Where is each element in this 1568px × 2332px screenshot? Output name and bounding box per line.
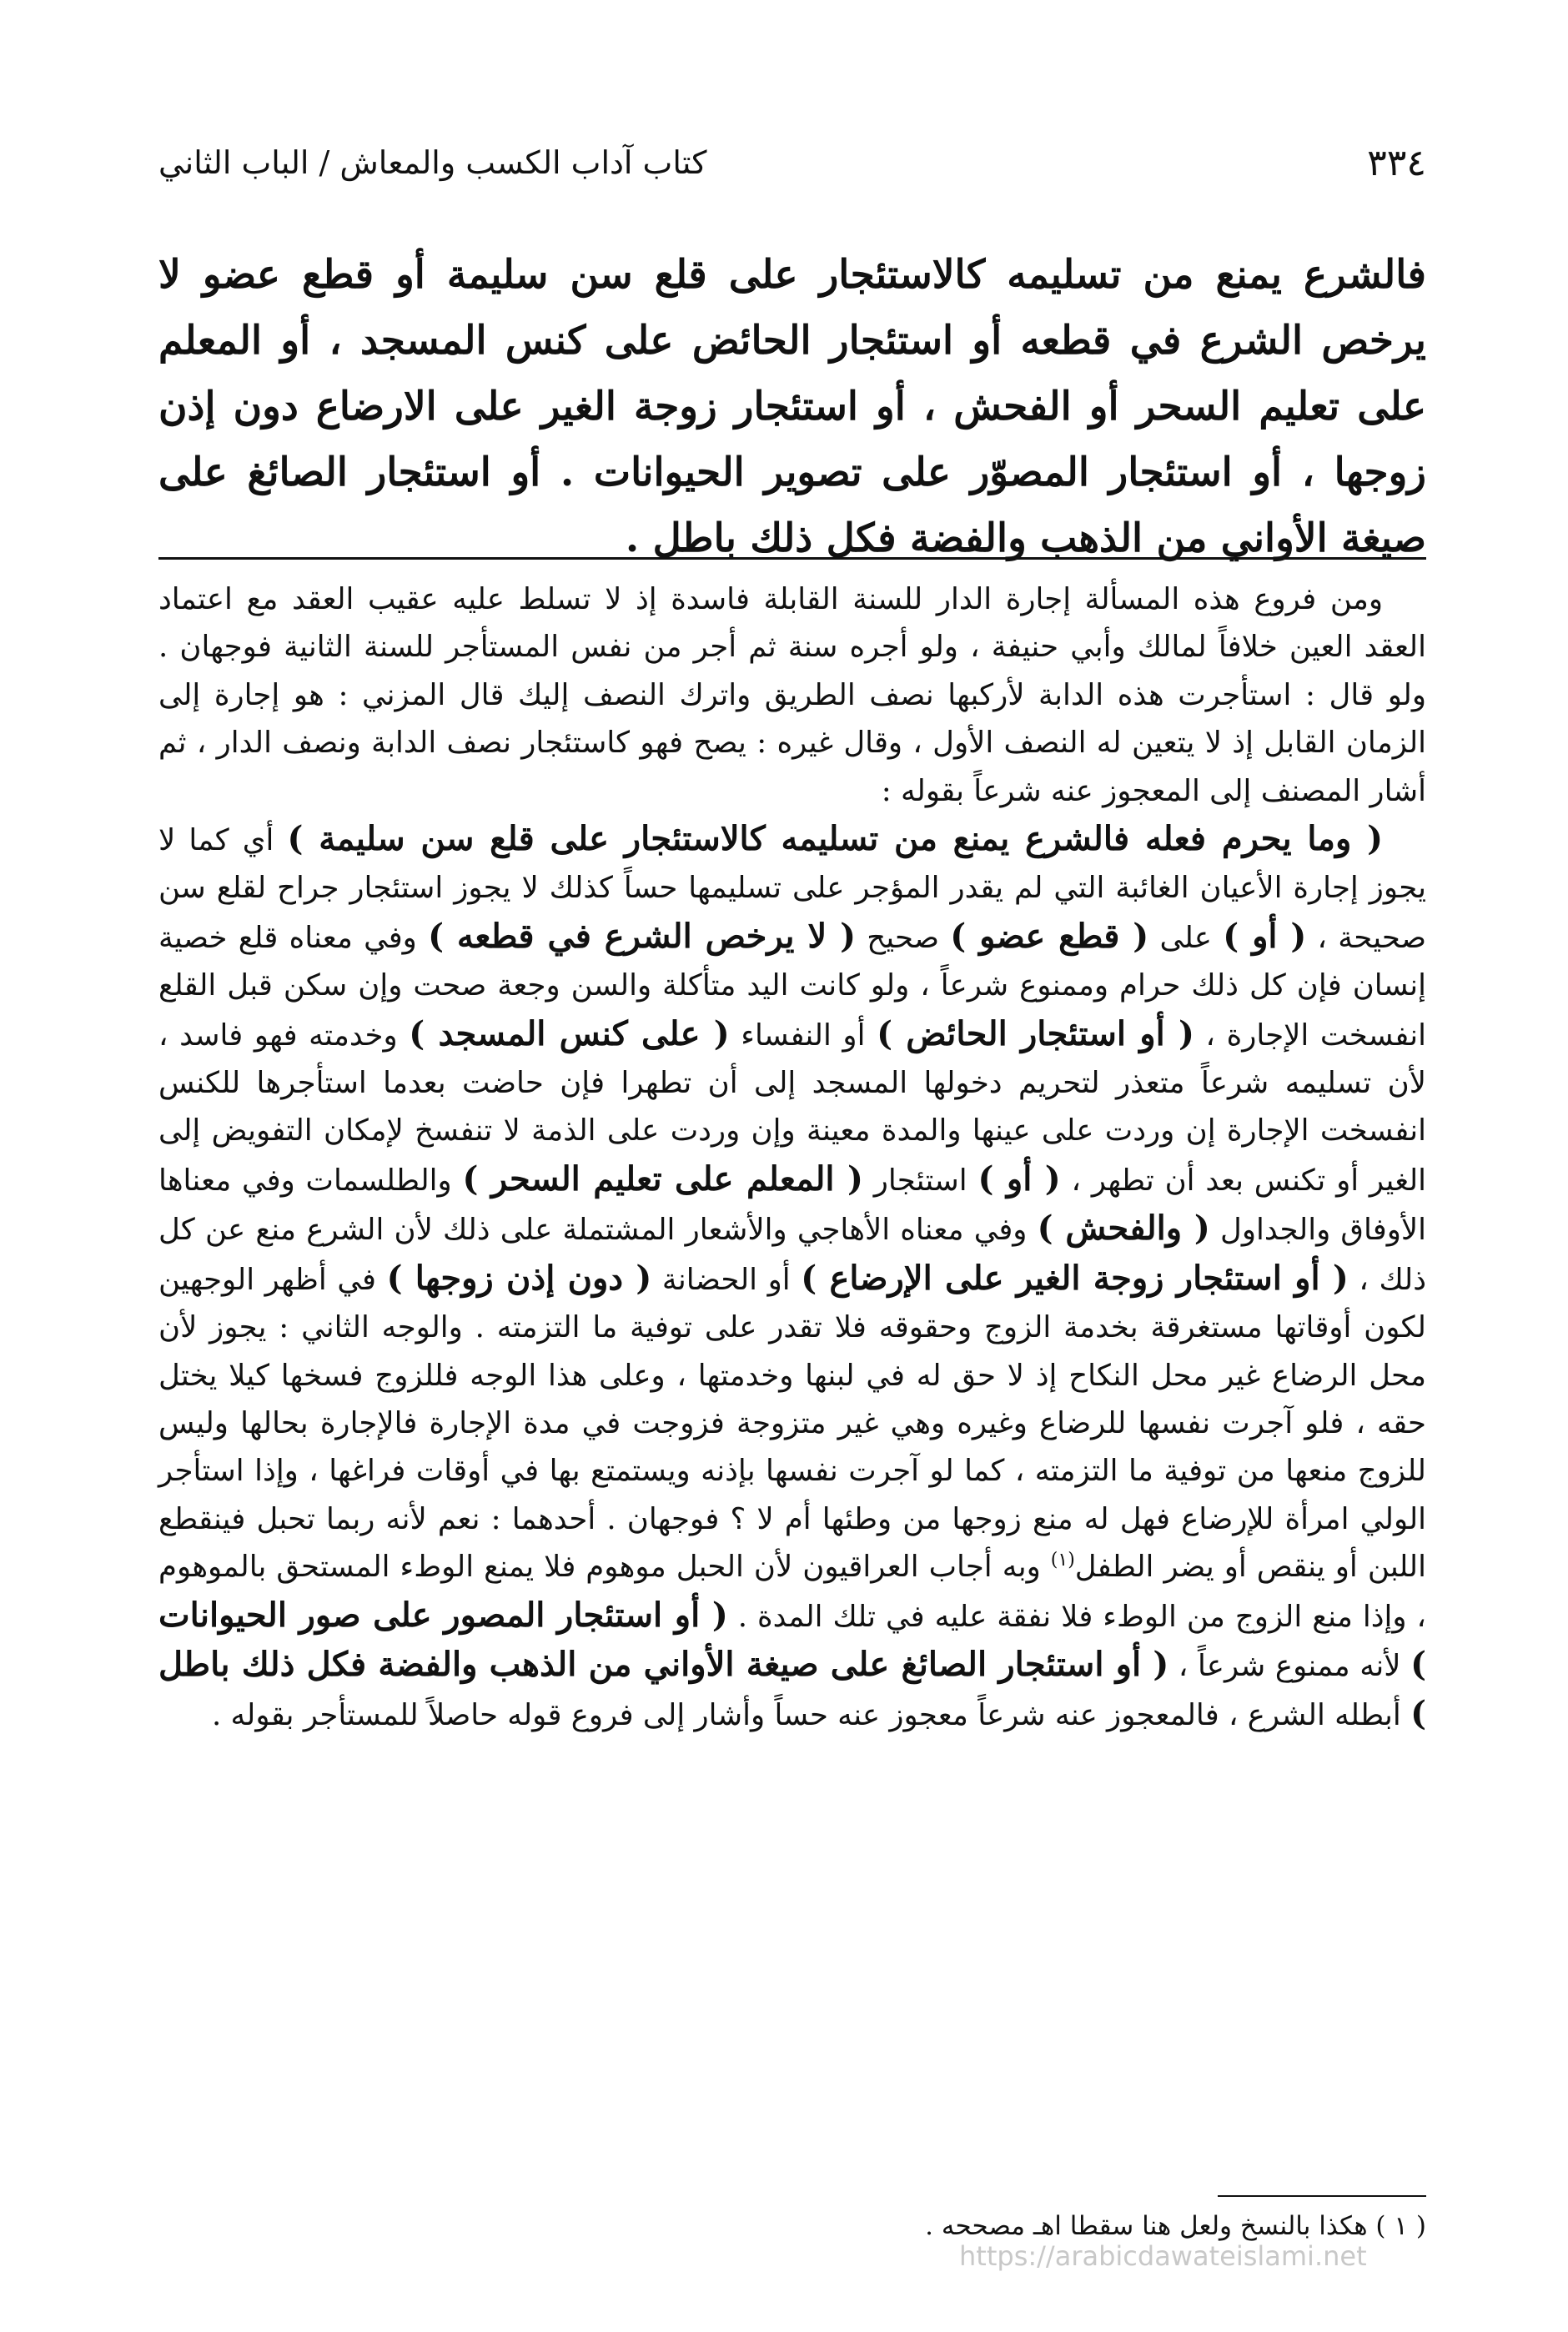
commentary-text: أي كما لا يجوز إجارة الأعيان الغائبة التي لم يقدر المؤجر على تسليمها حساً كذلك لا يجوز استئجار جراح لقلع سن صحيحة ، (158, 823, 1426, 955)
commentary-paragraph-2 (158, 815, 1426, 1740)
text-separator-line (158, 557, 1426, 560)
quoted-matn: ( أو استئجار الصائغ على صيغة الأواني من الذهب والفضة فكل ذلك باطل ) (158, 1644, 1426, 1734)
quoted-matn: ( دون إذن زوجها ) (386, 1258, 652, 1298)
commentary-text: في أظهر الوجهين لكون أوقاتها مستغرقة بخدمة الزوج وحقوقه فلا تقدر على توفية ما التزمته . والوجه الثاني : يجوز لأن محل الرضاع غير محل النكاح إذ لا حق له في لبنها وخدمتها ، وعلى هذا الوجه فللزوج فسخها كيلا يختل حقه ، فلو آجرت نفسها للرضاع وغيره وهي غير متزوجة فزوجت في مدة الإجارة فالإجارة بحالها وليس للزوج منعها من توفية ما التزمته ، كما لو آجرت نفسها بإذنه ويستمتع بها في أوقات فراغها ، وإذا استأجر الولي امرأة للإرضاع فهل له منع زوجها من وطئها أم لا ؟ فوجهان . أحدهما : نعم لأنه ربما تحبل فينقطع اللبن أو ينقص أو يضر الطفل (158, 1262, 1426, 1585)
commentary-text: أو النفساء (729, 1018, 877, 1053)
main-text: فالشرع يمنع من تسليمه كالاستئجار على قلع سن سليمة أو قطع عضو لا يرخص الشرع في قطعه أو استئجار الحائض على كنس المسجد ، أو المعلم على تعليم السحر أو الفحش ، أو استئجار زوجة الغير على الارضاع دون إذن زوجها ، أو استئجار المصوّر على تصوير الحيوانات . أو استئجار الصائغ على صيغة الأواني من الذهب والفضة فكل ذلك باطل . (158, 252, 1426, 561)
quoted-matn: ( أو استئجار زوجة الغير على الإرضاع ) (801, 1258, 1349, 1298)
commentary-text: لأنه ممنوع شرعاً ، (1168, 1648, 1411, 1683)
footnote-separator-line (1218, 2195, 1426, 2197)
quoted-matn: ( المعلم على تعليم السحر ) (462, 1158, 863, 1199)
commentary-text: والطلسمات وفي معناها الأوفاق والجداول (158, 1163, 1426, 1248)
quoted-matn: ( أو ) (977, 1158, 1061, 1199)
footnote: ( ١ ) هكذا بالنسخ ولعل هنا سقطا اهـ مصححه . (925, 2211, 1426, 2241)
commentary-text: على (1148, 920, 1224, 955)
quoted-matn: ( وما يحرم فعله فالشرع يمنع من تسليمه كالاستئجار على قلع سن سليمة ) (287, 819, 1383, 859)
commentary-text: أو الحضانة (651, 1262, 802, 1297)
quoted-matn: ( أو ) (1223, 916, 1307, 956)
page-header (158, 138, 1426, 188)
commentary-block (158, 575, 1426, 1740)
quoted-matn: ( على كنس المسجد ) (409, 1013, 730, 1053)
commentary-text: وفي معناه قلع خصية إنسان فإن كل ذلك حرام وممنوع شرعاً ، ولو كانت اليد متأكلة والسن وجعة صحت وإن سكن قبل القلع انفسخت الإجارة ، (158, 920, 1427, 1053)
watermark-url: https://arabicdawateislami.net (959, 2240, 1367, 2272)
running-title: كتاب آداب الكسب والمعاش / الباب الثاني (158, 144, 707, 181)
commentary-text: وفي معناه الأهاجي والأشعار المشتملة على ذلك لأن الشرع منع عن كل ذلك ، (158, 1213, 1426, 1297)
quoted-matn: ( قطع عضو ) (950, 916, 1149, 956)
page-number: ٣٣٤ (1367, 141, 1426, 184)
footnote-reference: (١) (1050, 1550, 1075, 1571)
commentary-text: وخدمته فهو فاسد ، لأن تسليمه شرعاً متعذر لتحريم دخولها المسجد إلى أن تطهرا فإن حاضت بعدما استأجرها للكنس انفسخت الإجارة إن وردت على عينها والمدة معينة وإن وردت على الذمة لا تنفسخ لإمكان التفويض إلى الغير أو تكنس بعد أن تطهر ، (158, 1018, 1427, 1198)
quoted-matn: ( لا يرخص الشرع في قطعه ) (428, 916, 857, 956)
quoted-matn: ( أو استئجار المصور على صور الحيوانات ) (158, 1595, 1426, 1684)
commentary-text: وبه أجاب العراقيون لأن الحبل موهوم فلا يمنع الوطء المستحق بالموهوم ، وإذا منع الزوج من الوطء فلا نفقة عليه في تلك المدة . (158, 1550, 1426, 1634)
main-text-block (158, 242, 1426, 571)
commentary-paragraph-1: ومن فروع هذه المسألة إجارة الدار للسنة القابلة فاسدة إذ لا تسلط عليه عقيب العقد مع اعتماد العقد العين خلافاً لمالك وأبي حنيفة ، ولو أجره سنة ثم أجر من نفس المستأجر للسنة الثانية فوجهان . ولو قال : استأجرت هذه الدابة لأركبها نصف الطريق واترك النصف إليك قال المزني : هو إجارة إلى الزمان القابل إذ لا يتعين له النصف الأول ، وقال غيره : يصح فهو كاستئجار نصف الدابة ونصف الدار ، ثم أشار المصنف إلى المعجوز عنه شرعاً بقوله : (158, 582, 1426, 808)
quoted-matn: ( أو استئجار الحائض ) (877, 1013, 1194, 1053)
quoted-matn: ( والفحش ) (1037, 1209, 1210, 1249)
commentary-text: استئجار (862, 1163, 978, 1198)
commentary-text: صحيح (856, 920, 951, 955)
commentary-text: أبطله الشرع ، فالمعجوز عنه شرعاً معجوز عنه حساً وأشار إلى فروع قوله حاصلاً للمستأجر بقوله . (211, 1698, 1411, 1733)
